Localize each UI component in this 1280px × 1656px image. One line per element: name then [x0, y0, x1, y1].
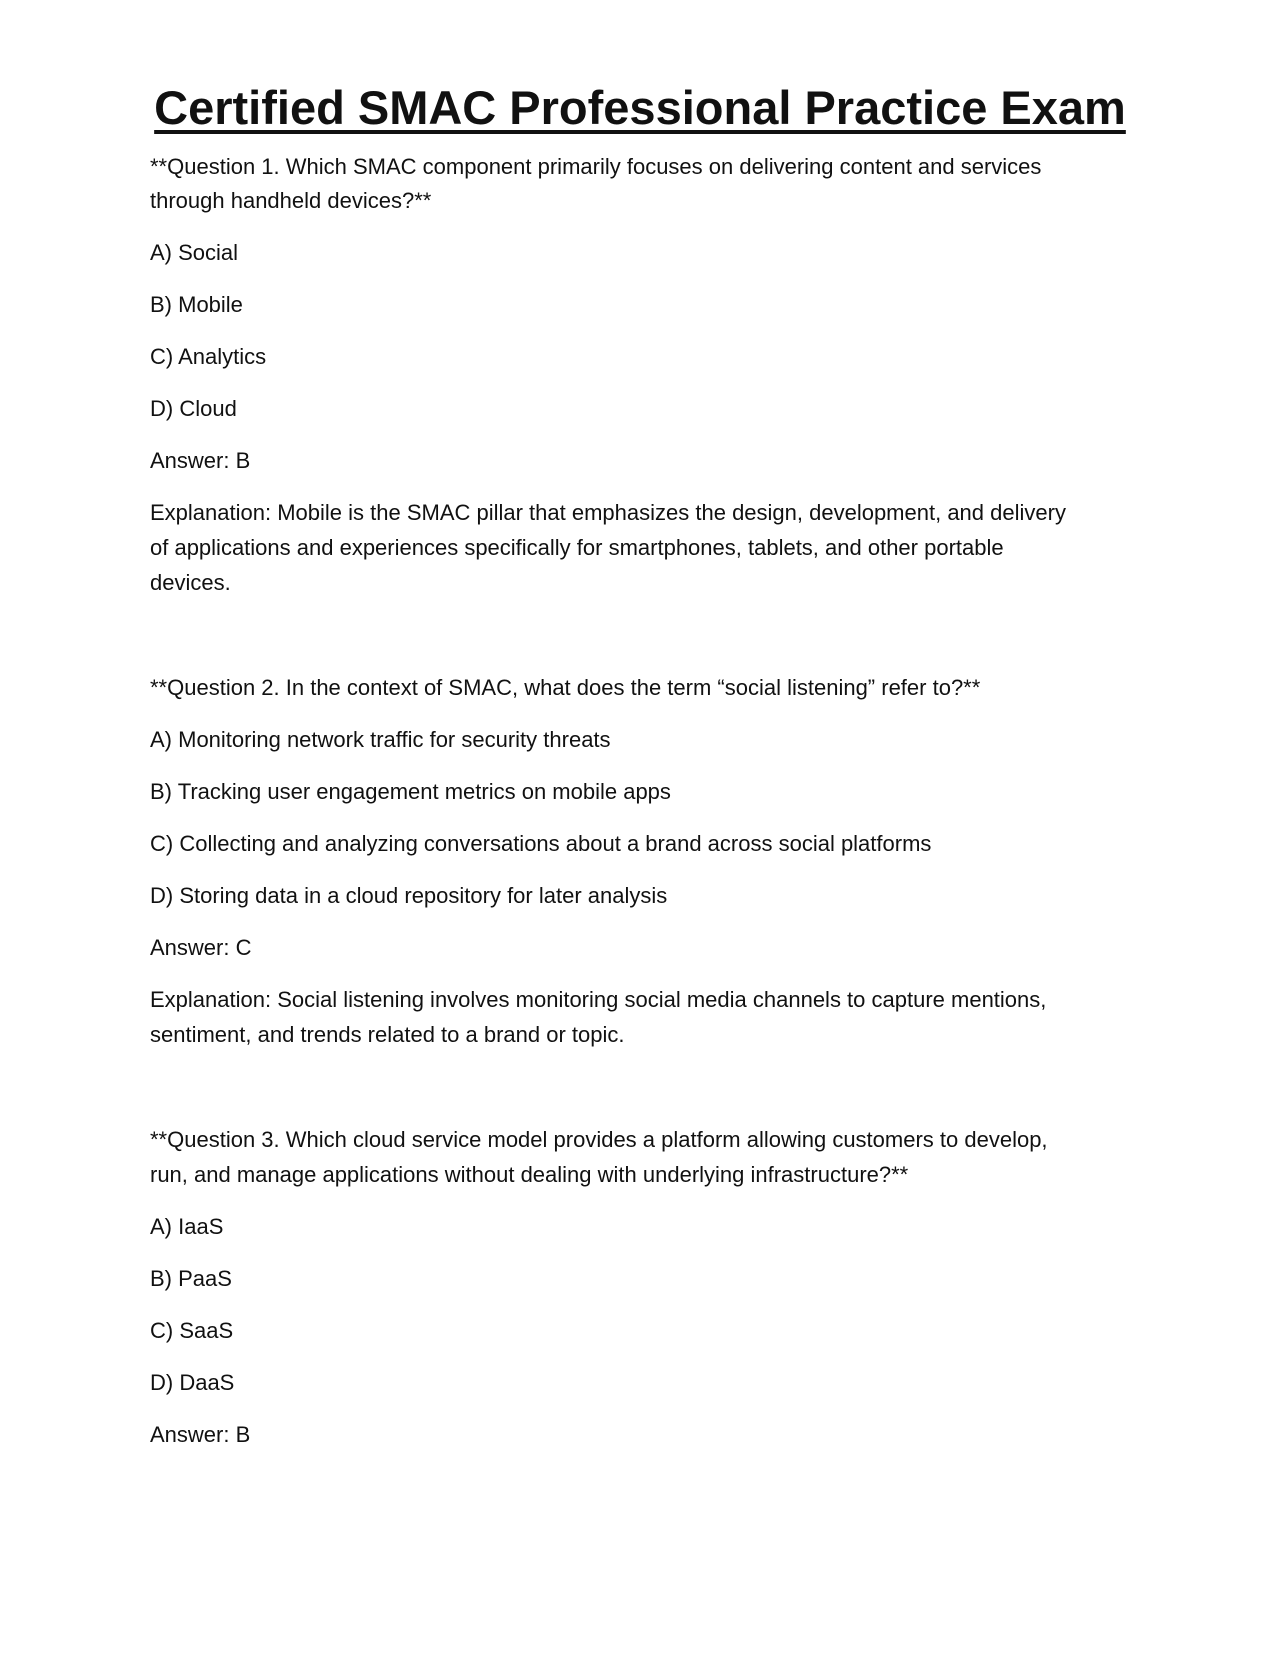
question-3-option-d: D) DaaS	[150, 1370, 235, 1395]
question-2-answer: Answer: C	[150, 935, 252, 960]
question-2-option-b: B) Tracking user engagement metrics on mobile apps	[150, 779, 671, 804]
question-2-explanation-line-2: sentiment, and trends related to a brand or topic.	[150, 1022, 625, 1047]
question-2-prompt-line-1: **Question 2. In the context of SMAC, what does the term “social listening” refer to?**	[150, 675, 981, 700]
question-2-option-a: A) Monitoring network traffic for security threats	[150, 727, 611, 752]
question-2-option-c: C) Collecting and analyzing conversations about a brand across social platforms	[150, 831, 932, 856]
question-3-prompt-line-2: run, and manage applications without dealing with underlying infrastructure?**	[150, 1162, 909, 1187]
question-1-prompt-line-1: **Question 1. Which SMAC component primarily focuses on delivering content and services	[150, 154, 1042, 179]
question-1-option-b: B) Mobile	[150, 292, 243, 317]
question-3-prompt-line-1: **Question 3. Which cloud service model provides a platform allowing customers to develop,	[150, 1127, 1048, 1152]
question-1-option-d: D) Cloud	[150, 396, 237, 421]
question-2-explanation-line-1: Explanation: Social listening involves monitoring social media channels to capture mentions,	[150, 987, 1047, 1012]
question-2-option-d: D) Storing data in a cloud repository for later analysis	[150, 883, 668, 908]
question-3-option-b: B) PaaS	[150, 1266, 232, 1291]
question-1-prompt-line-2: through handheld devices?**	[150, 188, 432, 213]
document-title: Certified SMAC Professional Practice Exam	[154, 81, 1126, 134]
question-3-option-c: C) SaaS	[150, 1318, 234, 1343]
question-1-explanation-line-2: of applications and experiences specifically for smartphones, tablets, and other portable	[150, 535, 1004, 560]
question-1-explanation-line-3: devices.	[150, 570, 231, 595]
question-1-option-a: A) Social	[150, 240, 239, 265]
question-1-explanation-line-1: Explanation: Mobile is the SMAC pillar that emphasizes the design, development, and delivery	[150, 500, 1066, 525]
question-3-answer: Answer: B	[150, 1422, 251, 1447]
question-3-option-a: A) IaaS	[150, 1214, 224, 1239]
question-1-answer: Answer: B	[150, 448, 251, 473]
question-1-option-c: C) Analytics	[150, 344, 267, 369]
